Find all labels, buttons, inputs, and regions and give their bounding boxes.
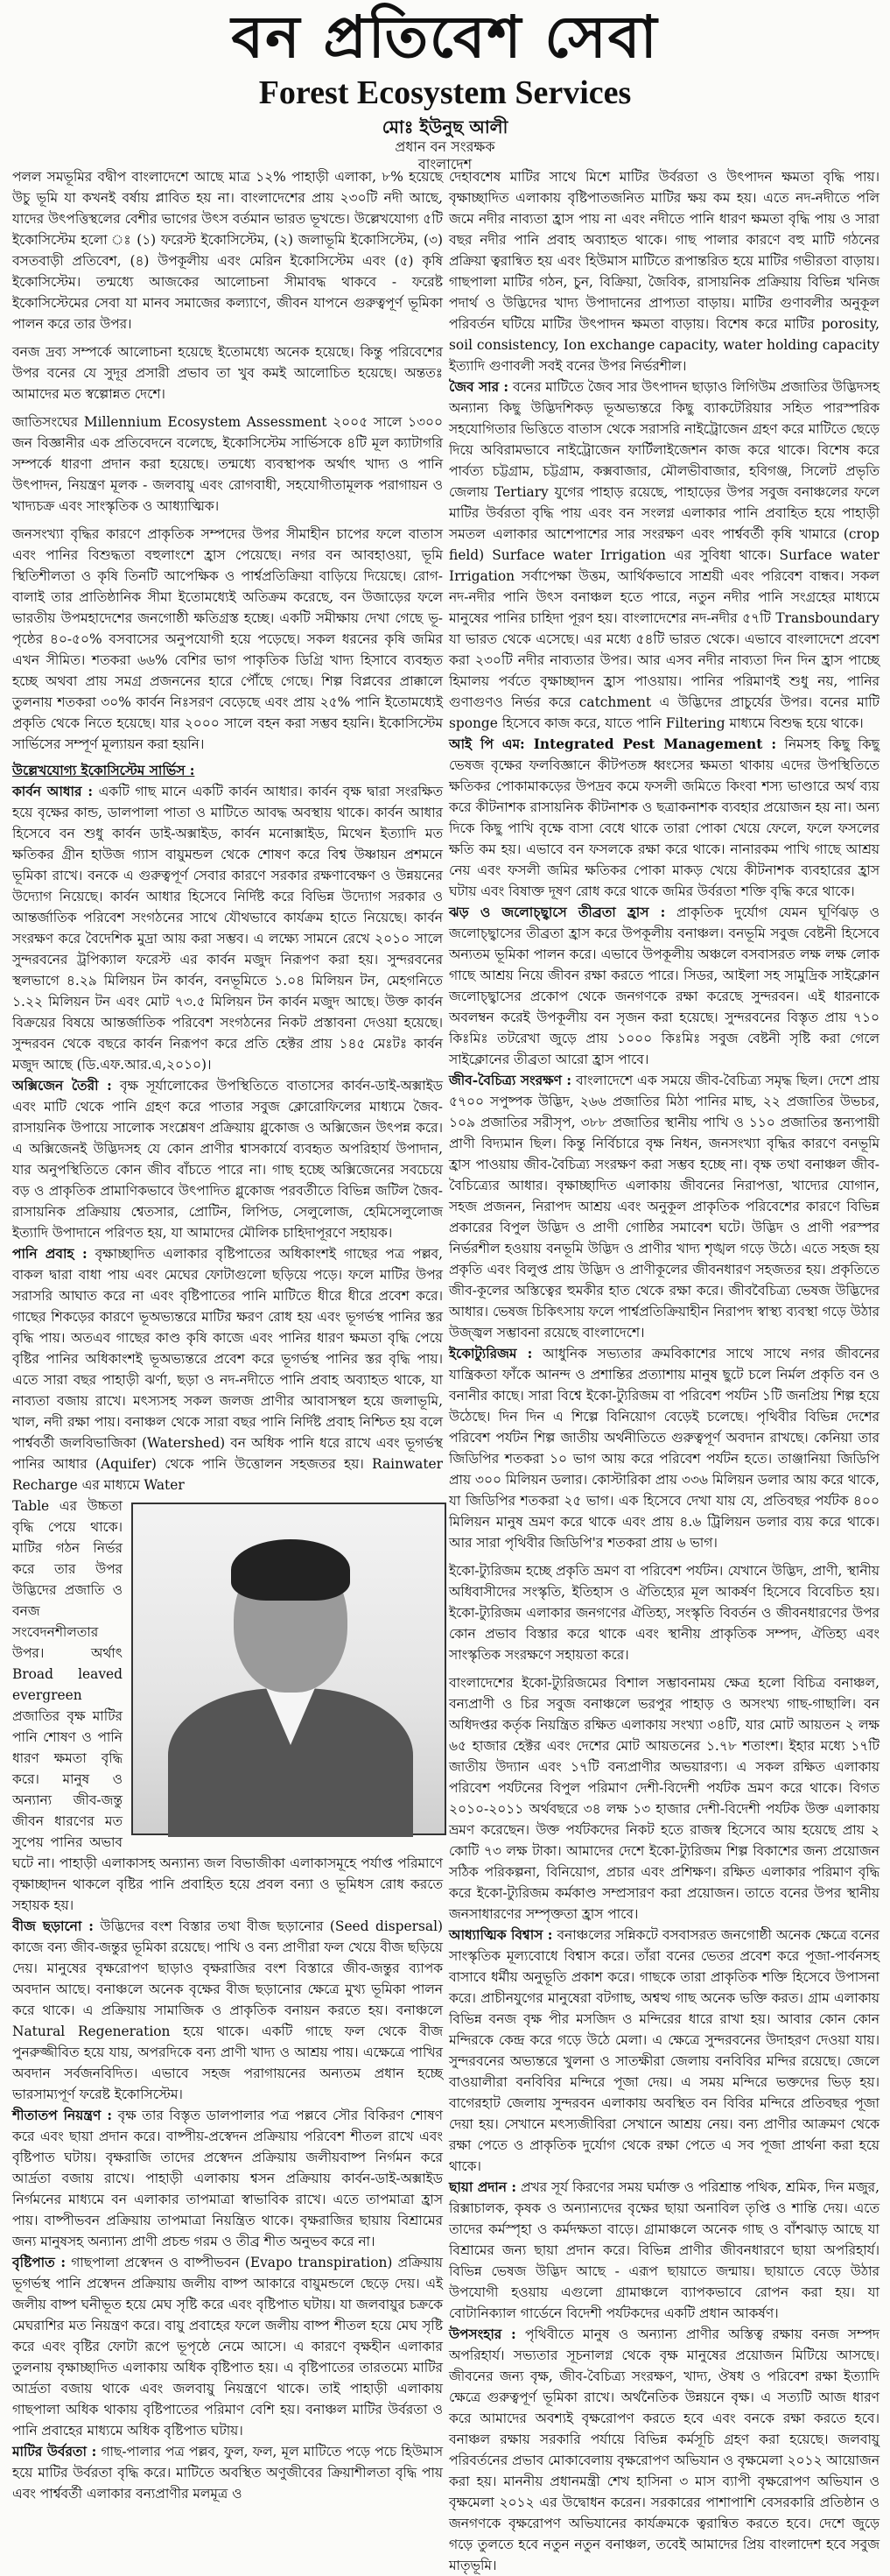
author-role: প্রধান বন সংরক্ষক [395, 138, 495, 155]
section-heading: বৃষ্টিপাত : [12, 2255, 67, 2270]
article-header [0, 0, 890, 172]
paragraph: জনসংখ্যা বৃদ্ধির কারণে প্রাকৃতিক সম্পদের উপর সীমাহীন চাপের ফলে বাতাস এবং পানির বিশুদ্ধতা বহুলাংশে হ্রাস পেয়েছে। নগর বন আবহাওয়া, ভূমি স্থিতিশীলতা ও কৃষি তিনটি আপেক্ষিক ও পার্শ্বপ্রতিক্রিয়া বাড়িয়ে দিয়েছে। রোগ-বালাই তার প্রাতিষ্ঠানিক সীমা ইতোমধ্যেই অতিক্রম করেছে, বন উজাড়ের ফলে ভারতীয় উপমহাদেশের জনগোষ্ঠী ক্ষতিগ্রস্ত হচ্ছে। একটি সমীক্ষায় দেখা গেছে ভূ-পৃষ্ঠের ৪০-৫০% বসবাসের অনুপযোগী হয়ে পড়েছে। সকল ধরনের কৃষি জমির এখন সীমিত। শতকরা ৬৬% বেশির ভাগ পাকৃতিক ডিগ্রি খাদ্য হিসাবে ব্যবহৃত হচ্ছে অথবা প্রায় সমগ্র প্রজননের হারে পৌঁছে গেছে। শিল্প বিপ্লবের প্রাক্কালে তুলনায় শতকরা ৩০% কার্বন নিঃসরণ বেড়েছে এবং প্রায় ২৫% পানি ইতোমধ্যেই প্রকৃতি থেকে নিতে হয়েছে। যার ২০০০ সালে বহন করা সম্ভব হয়নি। ইকোসিস্টেম সার্ভিসের সম্পূর্ণ মূল্যায়ন করা হয়নি। [12, 526, 443, 752]
paragraph: বনাঞ্চলের সন্নিকটে বসবাসরত জনগোষ্ঠী অনেক ক্ষেত্রে বনের সাংস্কৃতিক মূল্যবোধে বিশ্বাস করে। তাঁরা বনের ভেতর প্রবেশ করে পূজা-পার্বনসহ বাসাবে ধর্মীয় অনুভূতি প্রকাশ করে। গাছকে তারা প্রাকৃতিক শক্তি হিসেবে উপাসনা করে। প্রাচীনযুগের মানুষেরা বটগাছ, অশ্বত্থ গাছ অনেক ভক্তি করত। গ্রাম এলাকায় বিভিন্ন বনজ বৃক্ষ পীর মসজিদ ও মন্দিরের ধারে রাখা হয়। আবার কোন কোন মন্দিরকে কেন্দ্র করে গড়ে উঠে মেলা। এ ক্ষেত্রে সুন্দরবনের উদাহরণ দেওয়া যায়। সুন্দরবনের অভ্যন্তরে খুলনা ও সাতক্ষীরা জেলায় বনবিবির মন্দির রয়েছে। জেলে বাওয়ালীরা বনবিবির মন্দিরে পূজা দেয়। এ সময় মন্দিরে ভক্তদের ভিড় হয়। বাগেরহাট জেলায় সুন্দরবন এলাকায় অবস্থিত বন বিবির মন্দিরে প্রতিবছর পূজা দেয়া হয়। সেখানে মৎস্যজীবিরা সেখানে আশ্রয় নেয়। বন্য প্রাণীর আক্রমণ থেকে রক্ষা পেতে ও প্রাকৃতিক দুর্যোগ থেকে রক্ষা পেতে এ সব পূজা প্রার্থনা করা হয়ে থাকে। [449, 1927, 879, 2174]
paragraph: বাংলাদেশে এক সময়ে জীব-বৈচিত্র্য সমৃদ্ধ ছিল। দেশে প্রায় ৫৭০০ সপুষ্পক উদ্ভিদ, ২৬৬ প্রজাতির মিঠা পানির মাছ, ২২ প্রজাতির উভচর, ১০৯ প্রজাতির সরীসৃপ, ৩৮৮ প্রজাতির স্থানীয় পাখি ও ১১০ প্রজাতির স্তন্যপায়ী প্রাণী বিদ্যমান ছিল। কিন্তু নির্বিচারে বৃক্ষ নিধন, জনসংখ্যা বৃদ্ধির কারণে বনভূমি হ্রাস পাওয়ায় জীব-বৈচিত্র্য সংরক্ষণ করা সম্ভব হচ্ছে না। বৃক্ষ তথা বনাঞ্চল জীব-বৈচিত্র্যের আধার। বৃক্ষাচ্ছাদিত এলাকায় জীবনের নিরাপত্তা, খাদ্যের যোগান, সহজ প্রজনন, নিরাপদ আশ্রয় এবং অনুকূল প্রাকৃতিক পরিবেশের কারণে বিভিন্ন প্রকারের বিপুল উদ্ভিদ ও প্রাণী গোষ্ঠির সমাবেশ ঘটে। উদ্ভিদ ও প্রাণী পরস্পর নির্ভরশীল হওয়ায় বনভূমি উদ্ভিদ ও প্রাণীর খাদ্য শৃঙ্খল গড়ে উঠে। এতে সহজ হয় প্রকৃতি এবং বিলুপ্ত প্রায় উদ্ভিদ ও প্রাণীকূলের জীবনধারণ সহজতর হয়। প্রকৃতিতে জীব-কূলের অস্তিত্বের হুমকীর হাত থেকে রক্ষা করে। জীববৈচিত্র্য ভেষজ উদ্ভিদের আধার। ভেষজ চিকিৎসায় ফলে পার্শ্বপ্রতিক্রিয়াহীন নিরাপদ স্বাস্থ্য ব্যবস্থা গড়ে উঠার উজ্জ্বল সম্ভাবনা রয়েছে বাংলাদেশে। [449, 1073, 879, 1341]
paragraph: বাংলাদেশের ইকো-ট্যুরিজমের বিশাল সম্ভাবনাময় ক্ষেত্র হলো বিচিত্র বনাঞ্চল, বন্যপ্রাণী ও চির সবুজ বনাঞ্চলে ভরপুর পাহাড় ও অসংখ্য গাছ-গাছালি। বন অধিদপ্তর কর্তৃক নিয়ন্ত্রিত রক্ষিত এলাকায় সংখ্যা ৩৪টি, যার মোট আয়তন ২ লক্ষ ৬৫ হাজার হেক্টর এবং দেশের মোট আয়তনের ১.৭৮ শতাংশ। ইহার মধ্যে ১৭টি জাতীয় উদ্যান এবং ১৭টি বন্যপ্রাণীর অভয়ারণ্য। এ সকল রক্ষিত এলাকায় পরিবেশ পর্যটনের বিপুল পরিমাণ দেশী-বিদেশী পর্যটক ভ্রমণ করে থাকে। বিগত ২০১০-২০১১ অর্থবছরে ৩৪ লক্ষ ১৩ হাজার দেশী-বিদেশী পর্যটক উক্ত এলাকায় ভ্রমণ করেছেন। উক্ত পর্যটকদের নিকট হতে রাজস্ব হিসেবে আয় হয়েছে প্রায় ২ কোটি ৭৩ লক্ষ টাকা। আমাদের দেশে ইকো-ট্যুরিজম শিল্প বিকাশের জন্য প্রয়োজন সঠিক পরিকল্পনা, বিনিয়োগ, প্রচার এবং প্রশিক্ষণ। রক্ষিত এলাকার পরিমাণ বৃদ্ধি করে ইকো-ট্যুরিজম কর্মকাণ্ড সম্প্রসারণ করা প্রয়োজন। তাতে বনের উপর স্থানীয় জনসাধারণের সম্পৃক্ততা হ্রাস পাবে। [449, 1675, 879, 1922]
paragraph: আধুনিক সভ্যতার ক্রমবিকাশের সাথে সাথে নগর জীবনের যান্ত্রিকতা ফাঁকে আনন্দ ও প্রশান্তির প্রত্যাশায় মানুষ ছুটে চলে নির্মল প্রকৃতি বন ও বনানীর কাছে। সারা বিশ্বে ইকো-ট্যুরিজম বা পরিবেশ পর্যটন ১টি জনপ্রিয় শিল্প হয়ে উঠেছে। দিন দিন এ শিল্পে বিনিয়োগ বেড়েই চলেছে। পৃথিবীর বিভিন্ন দেশের পরিবেশ পর্যটন শিল্প জাতীয় অর্থনীতিতে গুরুত্বপূর্ণ অবদান রাখছে। কেনিয়া তার জিডিপির শতকরা ১০ ভাগ আয় করে পরিবেশ পর্যটন হতে। তাঞ্জানিয়া জিডিপি প্রায় ৩০০ মিলিয়ন ডলার। কোস্টারিকা প্রায় ৩৩৬ মিলিয়ন ডলার আয় করে থাকে, যা জিডিপির শতকরা ২৫ ভাগ। এক হিসেবে দেখা যায় যে, প্রতিবছর পর্যটক ৪০০ মিলিয়ন মানুষ ভ্রমণ করে থাকে এবং প্রায় ৪.৬ ট্রিলিয়ন ডলার ব্যয় করে থাকে। আর সারা পৃথিবীর জিডিপি'র শতকরা প্রায় ৬ ভাগ। [449, 1346, 879, 1551]
author-portrait-photo [131, 1503, 446, 1835]
section-heading: ঝড় ও জলোচ্ছ্বাসে তীব্রতা হ্রাস : [449, 904, 666, 920]
section-heading: অক্সিজেন তৈরী : [12, 1078, 112, 1094]
paragraph: প্রাকৃতিক দুর্যোগ যেমন ঘূর্ণিঝড় ও জলোচ্ছ্বাসের তীব্রতা হ্রাস করে উপকূলীয় বনাঞ্চল। বনভূমি সবুজ বেষ্টনী হিসেবে অন্যতম ভূমিকা পালন করে। এভাবে উপকূলীয় অঞ্চলে বসবাসরত লক্ষ লক্ষ লোক গাছে আশ্রয় নিয়ে জীবন রক্ষা করতে পারে। সিডর, আইলা সহ সামুদ্রিক সাইক্লোন জলোচ্ছ্বাসের প্রকোপ থেকে জনগণকে রক্ষা করেছে সুন্দরবন। এই ধারনাকে অবলম্বন করেই উপকূলীয় বন সৃজন করা হয়েছে। সুন্দরবনের বিস্তৃত প্রায় ৭১০ কিঃমিঃ তটরেখা জুড়ে প্রায় ১০০০ কিঃমিঃ সবুজ বেষ্টনী সৃষ্টি করা গেলে সাইক্লোনের তীব্রতা আরো হ্রাস পাবে। [449, 904, 879, 1067]
section-heading: পানি প্রবাহ : [12, 1246, 88, 1262]
paragraph: প্রখর সূর্য কিরণের সময় ঘর্মাক্ত ও পরিশ্রান্ত পথিক, শ্রমিক, দিন মজুর, রিক্সাচালক, কৃষক ও অন্যান্যদের বৃক্ষের ছায়া অনাবিল তৃপ্তি ও শান্তি দেয়। এতে তাদের কর্মস্পৃহা ও কর্মদক্ষতা বাড়ে। গ্রামাঞ্চলে অনেক গাছ ও বাঁশঝাড় আছে যা বিশ্রামের জন্য ছায়া প্রদান করে। বিভিন্ন প্রাণীর জীবনধারণে ছায়া অপরিহার্য। বিভিন্ন ভেষজ উদ্ভিদ আছে - এরূপ ছায়াতে জন্মায়। ছায়াতে বেড়ে উঠার উপযোগী হওয়ায় এগুলো গ্রামাঞ্চলে ব্যাপকভাবে রোপন করা হয়। যা বোটানিক্যাল গার্ডেনে বিদেশী পর্যটকদের একটি প্রধান আকর্ষণ। [449, 2179, 879, 2321]
author-name: মোঃ ইউনুছ আলী [382, 116, 508, 137]
section-heading: জীব-বৈচিত্র্য সংরক্ষণ : [449, 1073, 572, 1088]
paragraph: গাছপালা প্রস্বেদন ও বাষ্পীভবন (Evapo transpiration) প্রক্রিয়ায় ভূগর্ভস্থ পানি প্রস্বেদন প্রক্রিয়ায় জলীয় বাষ্প আকারে বায়ুমন্ডলে ছেড়ে দেয়। এই জলীয় বাষ্প ঘনীভূত হয়ে মেঘ সৃষ্টি করে এবং বৃষ্টিপাত ঘটায়। যা জলবায়ুর চক্রকে মেঘরাশির মত নিয়ন্ত্রণ করে। বায়ু প্রবাহের ফলে জলীয় বাষ্প শীতল হয়ে মেঘ সৃষ্টি করে এবং বৃষ্টির ফোটা রূপে ভূপৃষ্ঠে নেমে আসে। এ কারণে বৃক্ষহীন এলাকার তুলনায় বৃক্ষাচ্ছাদিত এলাকায় অধিক বৃষ্টিপাত হয়। এ বৃষ্টিপাতের তারতম্যে মাটির আর্দ্রতা বজায় থাকে এবং জলবায়ু নিয়ন্ত্রণে থাকে। তাই পাহাড়ী এলাকায় গাছপালা অধিক থাকায় বৃষ্টিপাতের পরিমাণ বেশি হয়। বনাঞ্চল মাটির উর্বরতা ও পানি প্রবাহের মাধ্যমে অধিক বৃষ্টিপাত ঘটায়। [12, 2255, 443, 2439]
title-bengali: বন প্রতিবেশ সেবা [231, 3, 659, 71]
paragraph: বৃক্ষাচ্ছাদিত এলাকার বৃষ্টিপাতের অধিকাংশই গাছের পত্র পল্লব, বাকল দ্বারা বাধা পায় এবং মেঘের ফোটাগুলো ছড়িয়ে পড়ে। ফলে মাটির উপর সরাসরি আঘাত করে না এবং বৃষ্টিপাতের পানি মাটিতে ধীরে ধীরে প্রবেশ করে। গাছের শিকড়ের কারণে ভূঅভ্যন্তরে মাটির ক্ষরণ রোধ হয় এবং ভূগর্ভস্থ পানির স্তর বৃদ্ধি পায়। অতএব গাছের কাণ্ড কৃষি কাজে এবং পানির ধারণ ক্ষমতা বৃদ্ধি পেয়ে বৃষ্টির পানির অধিকাংশই ভূঅভ্যন্তরে প্রবেশ করে ভূগর্ভস্থ পানির স্তর বৃদ্ধি পায়। এতে সারা বছর পাহাড়ী ঝর্ণা, ছড়া ও নদ-নদীতে পানি প্রবাহ অব্যাহত থাকে, যা নাব্যতা বজায় রাখে। মৎস্যসহ সকল জলজ প্রাণীর আবাসস্থল হয়ে জলাভূমি, খাল, নদী রক্ষা পায়। বনাঞ্চল থেকে সারা বছর পানি নির্দিষ্ট প্রবাহ নিশ্চিত হয় বলে পার্শ্ববর্তী জলবিভাজিকা (Watershed) বন অধিক পানি ধরে রাখে এবং ভূগর্ভস্থ পানির আধার (Aquifer) থেকে পানি উত্তোলন সহজতর হয়। Rainwater Recharge এর মাধ্যমে Water [12, 1246, 444, 1493]
section-heading: উপসংহার : [449, 2326, 516, 2342]
paragraph: দেহাবশেষ মাটির সাথে মিশে মাটির উর্বরতা ও উৎপাদন ক্ষমতা বৃদ্ধি পায়। বৃক্ষাচ্ছাদিত এলাকায় বৃষ্টিপাতজনিত মাটির ক্ষয় কম হয়। এতে নদ-নদীতে পলি জমে নদীর নাব্যতা হ্রাস পায় না এবং নদীতে পানি ধারণ ক্ষমতা বৃদ্ধি পায় ও সারা বছর নদীর পানি প্রবাহ অব্যাহত থাকে। গাছ পালার কারণে বহু মাটি গঠনের প্রক্রিয়া ত্বরান্বিত হয় এবং হিউমাস মাটিতে রূপান্তরিত হয়ে মাটির গভীরতা বাড়ায়। গাছপালা মাটির গঠন, চুন, বিক্রিয়া, জৈবিক, রাসায়নিক প্রক্রিয়ায় বিভিন্ন খনিজ পদার্থ ও উদ্ভিদের খাদ্য উপাদানের প্রাপ্যতা বাড়ায়। মাটির গুণাবলীর অনুকূল পরিবর্তন ঘটিয়ে মাটির উৎপাদন ক্ষমতা বাড়ায়। বিশেষ করে মাটির porosity, soil consistency, Ion exchange capacity, water holding capacity ইত্যাদি গুণাবলী সবই বনের উপর নির্ভরশীল। [449, 169, 879, 374]
title-english: Forest Ecosystem Services [258, 74, 632, 111]
paragraph: উদ্ভিদের বংশ বিস্তার তথা বীজ ছড়ানোর (Seed dispersal) কাজে বন্য জীব-জন্তুর ভূমিকা রয়েছে। পাখি ও বন্য প্রাণীরা ফল খেয়ে বীজ ছড়িয়ে দেয়। মানুষের বৃক্ষরোপণ ছাড়াও বৃক্ষরাজির বংশ বিস্তারে জীব-জন্তুর ব্যাপক অবদান আছে। বনাঞ্চলে অনেক বৃক্ষের বীজ ছড়ানোর ক্ষেত্রে মুখ্য ভূমিকা পালন করে থাকে। এ প্রক্রিয়ায় সামাজিক ও প্রাকৃতিক বনায়ন করতে হয়। বনাঞ্চলে Natural Regeneration হয়ে থাকে। একটি গাছে ফল থেকে বীজ পুনরুজ্জীবিত হয়ে যায়, অপরদিকে বন্য প্রাণী খাদ্য ও আশ্রয় পায়। এক্ষেত্রে পাখির অবদান সর্বজনবিদিত। এভাবে সহজ পরাগায়নের অন্যতম প্রধান হচ্ছে ভারসাম্যপূর্ণ ফরেষ্ট ইকোসিস্টেম। [12, 1918, 443, 2102]
section-heading: শীতাতপ নিয়ন্ত্রণ : [12, 2108, 113, 2123]
paragraph: পলল সমভূমির বদ্বীপ বাংলাদেশে আছে মাত্র ১২% পাহাড়ী এলাকা, ৮% হয়েছে উচু ভূমি যা কখনই বর্ষায় প্লাবিত হয় না। বাংলাদেশের প্রায় ২৩০টি নদী আছে, যাদের উৎপত্তিস্থলের বেশীর ভাগের উৎস বর্তমান ভারত ভূখন্ডে। উল্লেখযোগ্য ৫টি ইকোসিস্টেম হলো ঃ (১) ফরেস্ট ইকোসিস্টেম, (২) জলাভূমি ইকোসিস্টেম, (৩) বসতবাড়ী প্রতিবেশ, (৪) উপকূলীয় এবং মেরিন ইকোসিস্টেম এবং (৫) কৃষি ইকোসিস্টেম। তন্মধ্যে আজকের আলোচনা সীমাবদ্ধ থাকবে - ফরেষ্ট ইকোসিস্টেমের সেবা যা মানব সমাজের কল্যাণে, জীবন যাপনে গুরুত্বপূর্ণ ভূমিকা পালন করে তার উপর। [12, 169, 443, 332]
paragraph: বনের মাটিতে জৈব সার উৎপাদন ছাড়াও লিগিউম প্রজাতির উদ্ভিদসহ অন্যান্য কিছু উদ্ভিদশিকড় ভূঅভ্যন্তরে কিছু ব্যাকটেরিয়ার সহিত পারস্পরিক সহযোগিতার ভিত্তিতে বাতাস থেকে সরাসরি নাইট্রোজেন গ্রহণ করে মাটিতে ছেড়ে দিয়ে অবিরামভাবে নাইট্রোজেন ফার্টিলাইজেশন কাজ করে থাকে। বিশেষ করে পার্বত্য চট্টগ্রাম, চট্টগ্রাম, কক্সবাজার, মৌলভীবাজার, হবিগঞ্জ, সিলেট প্রভৃতি জেলায় Tertiary যুগের পাহাড় রয়েছে, পাহাড়ের উপর সবুজ বনাঞ্চলের ফলে মাটির উর্বরতা বৃদ্ধি পায় এবং বন সংলগ্ন এলাকার পানি প্রবাহিত হয়ে পাহাড়ী সমতল এলাকার আশেপাশের সার সংরক্ষণ এবং পার্শ্ববর্তী কৃষি খামারে (crop field) Surface water Irrigation এর সুবিধা থাকে। Surface water Irrigation সর্বাপেক্ষা উত্তম, আর্থিকভাবে সাশ্রয়ী এবং পরিবেশ বান্ধব। সকল নদ-নদীর পানি উৎস বনাঞ্চল হতে পারে, নতুন নদীর পানি সংগ্রহের মাধ্যমে মানুষের পানির চাহিদা পূরণ হয়। বাংলাদেশের নদ-নদীর ৫৭টি Transboundary যা ভারত থেকে এসেছে। এর মধ্যে ৫৪টি ভারত থেকে। এভাবে বাংলাদেশে প্রবেশ করা ২৩০টি নদীর নাব্যতার উপর। আর এসব নদীর নাব্যতা দিন দিন হ্রাস পাচ্ছে হিমালয় পর্বতে বৃক্ষাচ্ছাদন হ্রাস পাওয়ায়। পানির পরিমাণই শুধু নয়, পানির গুণাগুণও নির্ভর করে catchment এ উদ্ভিদের প্রাচুর্যের উপর। বনের মাটি sponge হিসেবে কাজ করে, যাতে পানি Filtering মাধ্যমে বিশুদ্ধ হয়ে থাকে। [449, 379, 879, 731]
paragraph: পৃথিবীতে মানুষ ও অন্যান্য প্রাণীর অস্তিত্ব রক্ষায় বনজ সম্পদ অপরিহার্য। সভ্যতার সূচনালগ্ন থেকে বৃক্ষ মানুষের প্রয়োজন মিটিয়ে আসছে। জীবনের জন্য বৃক্ষ, জীব-বৈচিত্র্য সংরক্ষণ, খাদ্য, ঔষধ ও পরিবেশ রক্ষা ইত্যাদি ক্ষেত্রে গুরুত্বপূর্ণ ভূমিকা রাখে। অর্থনৈতিক উন্নয়নে বৃক্ষ। এ সত্যটি আজ ধারণ করে আমাদের অবশ্যই বৃক্ষরোপণ করতে হবে এবং বনকে রক্ষা করতে হবে। বনাঞ্চল রক্ষায় সরকারি পর্যায়ে বিভিন্ন কর্মসূচি গ্রহণ করা হয়েছে। জলবায়ু পরিবর্তনের প্রভাব মোকাবেলায় বৃক্ষরোপণ অভিযান ও বৃক্ষমেলা ২০১২ আয়োজন করা হয়। মাননীয় প্রধানমন্ত্রী শেখ হাসিনা ৩ মাস ব্যাপী বৃক্ষরোপণ অভিযান ও বৃক্ষমেলা ২০১২ এর উদ্বোধন করেন। সরকারের পাশাপাশি বেসরকারি প্রতিষ্ঠান ও জনগণকে বৃক্ষরোপণ অভিযানের কার্যক্রমকে ত্বরান্বিত করতে হবে। দেশে জুড়ে গড়ে তুলতে হবে নতুন নতুন বনাঞ্চল, তবেই আমাদের প্রিয় বাংলাদেশ হবে সবুজ মাতৃভূমি। [449, 2326, 880, 2573]
paragraph: Table এর উচ্চতা বৃদ্ধি পেয়ে থাকে। মাটির গঠন নির্ভর করে তার উপর উদ্ভিদের প্রজাতি ও বনজ সংবেদনশীলতার উপর। অর্থাৎ Broad leaved evergreen প্রজাতির বৃক্ষ মাটির পানি শোষণ ও পানি ধারণ ক্ষমতা বৃদ্ধি করে। মানুষ ও অন্যান্য জীব-জন্তু জীবন ধারণের মত সুপেয় পানির অভাব ঘটে না। পাহাড়ী এলাকাসহ অন্যান্য জল বিভাজীকা এলাকাসমূহে পর্যাপ্ত পরিমাণে বৃক্ষাচ্ছাদন থাকলে বৃষ্টির পানি প্রবাহিত হয়ে প্রবল বন্যা ও ভূমিধস রোধ করতে সহায়ক হয়। [12, 1498, 443, 1913]
right-column [449, 166, 880, 2573]
paragraph: ইকো-ট্যুরিজম হচ্ছে প্রকৃতি ভ্রমণ বা পরিবেশ পর্যটন। যেখানে উদ্ভিদ, প্রাণী, স্থানীয় অধিবাসীদের সংস্কৃতি, ইতিহাস ও ঐতিহ্যের মূল আকর্ষণ হিসেবে বিবেচিত হয়। ইকো-ট্যুরিজম এলাকার জনগণের ঐতিহ্য, সংস্কৃতি বিবর্তন ও জীবনধারণের উপর কোন প্রভাব বিস্তার করে থাকে এবং স্থানীয় প্রাকৃতিক সম্পদ, ঐতিহ্য এবং সাংস্কৃতিক সংরক্ষণে সহায়তা করে। [449, 1563, 879, 1663]
section-heading: আধ্যাত্মিক বিশ্বাস : [449, 1927, 553, 1943]
paragraph: বৃক্ষ সূর্যালোকের উপস্থিতিতে বাতাসের কার্বন-ডাই-অক্সাইড এবং মাটি থেকে পানি গ্রহণ করে পাতার সবুজ ক্লোরোফিলের মাধ্যমে জৈব-রাসায়নিক উপায়ে সালোক সংশ্লেষণ প্রক্রিয়ায় গ্লুকোজ ও অক্সিজেন উৎপন্ন করে। এ অক্সিজেনই উদ্ভিদসহ যে কোন প্রাণীর শ্বাসকার্যে ব্যবহৃত অপরিহার্য উপাদান, যার অনুপস্থিতিতে কোন জীব বাঁচতে পারে না। গাছ হচ্ছে অক্সিজেনের সবচেয়ে বড় ও প্রাকৃতিক প্রামাণিকভাবে উৎপাদিত গ্লুকোজ পরবর্তীতে বিভিন্ন জটিল জৈব-রাসায়নিক প্রক্রিয়ায় শ্বেতসার, প্রোটিন, লিপিড, সেলুলোজ, হেমিসেলুলোজ ইত্যাদি উপাদানে পরিণত হয়, যা আমাদের মৌলিক চাহিদাপূরণে সহায়ক। [12, 1078, 443, 1241]
left-column [12, 166, 444, 2502]
paragraph: গাছ-পালার পত্র পল্লব, ফুল, ফল, মূল মাটিতে পড়ে পচে হিউমাস হয়ে মাটির উর্বরতা বৃদ্ধি করে। মাটিতে অবস্থিত অণুজীবের ক্রিয়াশীলতা বৃদ্ধি পায় এবং পার্শ্ববর্তী এলাকার বন্যপ্রাণীর মলমূত্র ও [12, 2444, 443, 2502]
paragraph: বৃক্ষ তার বিস্তৃত ডালপালার পত্র পল্লবে সৌর বিকিরণ শোষণ করে এবং ছায়া প্রদান করে। বাষ্পীয়-প্রস্বেদন প্রক্রিয়ায় পরিবেশ শীতল রাখে এবং বৃষ্টিপাত ঘটায়। বৃক্ষরাজি তাদের প্রস্বেদন প্রক্রিয়ায় জলীয়বাষ্প নির্গমন করে আর্দ্রতা বজায় রাখে। পাহাড়ী এলাকায় শ্বসন প্রক্রিয়ায় কার্বন-ডাই-অক্সাইড নির্গমনের মাধ্যমে বন এলাকার তাপমাত্রা স্বাভাবিক রাখে। এতে তাপমাত্রা হ্রাস পায়। বাষ্পীভবন প্রক্রিয়ায় তাপমাত্রা নিয়ন্ত্রিত থাকে। বৃক্ষরাজির ছায়ায় বিশ্রামের জন্য মানুষসহ অন্যান্য প্রাণী প্রচন্ড গরম ও তীব্র শীত অনুভব করে না। [12, 2108, 443, 2249]
paragraph: বনজ দ্রব্য সম্পর্কে আলোচনা হয়েছে ইতোমধ্যে অনেক হয়েছে। কিন্তু পরিবেশের উপর বনের যে সুদূর প্রসারী প্রভাব তা খুব কমই আলোচিত হয়েছে। অন্ততঃ আমাদের মত স্বল্পোন্নত দেশে। [12, 344, 443, 402]
paragraph: নিমসহ কিছু কিছু ভেষজ বৃক্ষের ফলবিজ্ঞানে কীটপতঙ্গ ধ্বংসের ক্ষমতা থাকায় এদের উপস্থিতিতে ক্ষতিকর পোকামাকড়ের উপদ্রব কমে ফসলী জমিতে কিংবা শস্য ভাণ্ডারে অর্থ ব্যয় করে কীটনাশক রাসায়নিক কীটনাশক ও ছত্রাকনাশক ব্যবহার প্রয়োজন হয় না। অন্য দিকে কিছু পাখি বৃক্ষে বাসা বেধে থাকে তারা পোকা খেয়ে ফেলে, ফলে ফসলের ক্ষতি কম হয়। এভাবে বন ফসলকে রক্ষা করে থাকে। নানারকম পাখি গাছে আশ্রয় নেয় এবং ফসলী জমির ক্ষতিকর পোকা মাকড় খেয়ে কীটনাশক ব্যবহারের হ্রাস ঘটায় এবং বিষাক্ত দূষণ রোধ করে থাকে জমির উর্বরতা শক্তি বৃদ্ধি করে থাকে। [449, 736, 879, 899]
section-heading: মাটির উর্বরতা : [12, 2444, 97, 2460]
section-heading: ছায়া প্রদান : [449, 2179, 517, 2195]
section-heading: জৈব সার : [449, 379, 509, 395]
section-heading: বীজ ছড়ানো : [12, 1918, 94, 1934]
section-heading: আই পি এম: Integrated Pest Management : [449, 736, 777, 752]
author-country: বাংলাদেশ [417, 156, 473, 172]
section-heading: কার্বন আধার : [12, 784, 94, 799]
section-heading: ইকোট্যুরিজম : [449, 1346, 533, 1362]
paragraph: জাতিসংঘের Millennium Ecosystem Assessment ২০০৫ সালে ১৩০০ জন বিজ্ঞানীর এক প্রতিবেদনে বলেছে, ইকোসিস্টেম সার্ভিসকে ৪টি মূল ক্যাটাগরি সম্পর্কে ধারণা প্রদান করা হয়েছে। তন্মধ্যে ব্যবস্থাপক অর্থাৎ খাদ্য ও পানি উৎপাদন, নিয়ন্ত্রণ মূলক - জলবায়ু এবং রোগবাধী, সহযোগীতামূলক পরাগায়ন ও খাদ্যচক্র এবং সাংস্কৃতিক ও আধ্যাত্মিক। [12, 414, 443, 514]
section-heading: উল্লেখযোগ্য ইকোসিস্টেম সার্ভিস : [12, 763, 195, 778]
paragraph: একটি গাছ মানে একটি কার্বন আধার। কার্বন বৃক্ষ দ্বারা সংরক্ষিত হয়ে বৃক্ষের কান্ড, ডালপালা পাতা ও মাটিতে আবদ্ধ অবস্থায় থাকে। কার্বন আধার হিসেবে বন শুধু কার্বন ডাই-অক্সাইড, কার্বন মনোক্সাইড, মিথেন ইত্যাদি মত ক্ষতিকর গ্রীন হাউজ গ্যাস বায়ুমন্ডল থেকে শোষণ করে বিশ্ব উষ্ণায়ন প্রশমনে ভূমিকা রাখে। বনকে এ গুরুত্বপূর্ণ সেবার কারণে সরকার রক্ষণাবেক্ষণ ও উন্নয়নের উদ্যোগ নিয়েছে। কার্বন আধার হিসেবে নির্দিষ্ট করে বিভিন্ন উদ্যোগ সরকার ও আন্তর্জাতিক পরিবেশ সংগঠনের সাথে যৌথভাবে কার্যক্রম হাতে নিয়েছে। কার্বন সংরক্ষণ করে বৈদেশিক মুদ্রা আয় করা সম্ভব। এ লক্ষ্যে সামনে রেখে ২০১০ সালে সুন্দরবনের ট্রপিক্যাল ফরেস্ট এর কার্বন মজুদ নিরূপণ করা হয়। সুন্দরবনের স্থলভাগে ৪.২৯ মিলিয়ন টন কার্বন, বনভূমিতে ১.০৪ মিলিয়ন টন, মেহগনিতে ১.২২ মিলিয়ন টন এবং মোট ৭৩.৫ মিলিয়ন টন কার্বন মজুদ আছে। উক্ত কার্বন বিক্রয়ের বিষয়ে আন্তর্জাতিক পরিবেশ সংগঠনের নিকট প্রস্তাবনা দেওয়া হয়েছে। সুন্দরবন থেকে বছরে কার্বন নিরূপণ করে প্রতি হেক্টর প্রায় ১৪৫ মেঃটঃ কার্বন মজুদ আছে (ডি.এফ.আর.এ,২০১০)। [12, 784, 444, 1073]
